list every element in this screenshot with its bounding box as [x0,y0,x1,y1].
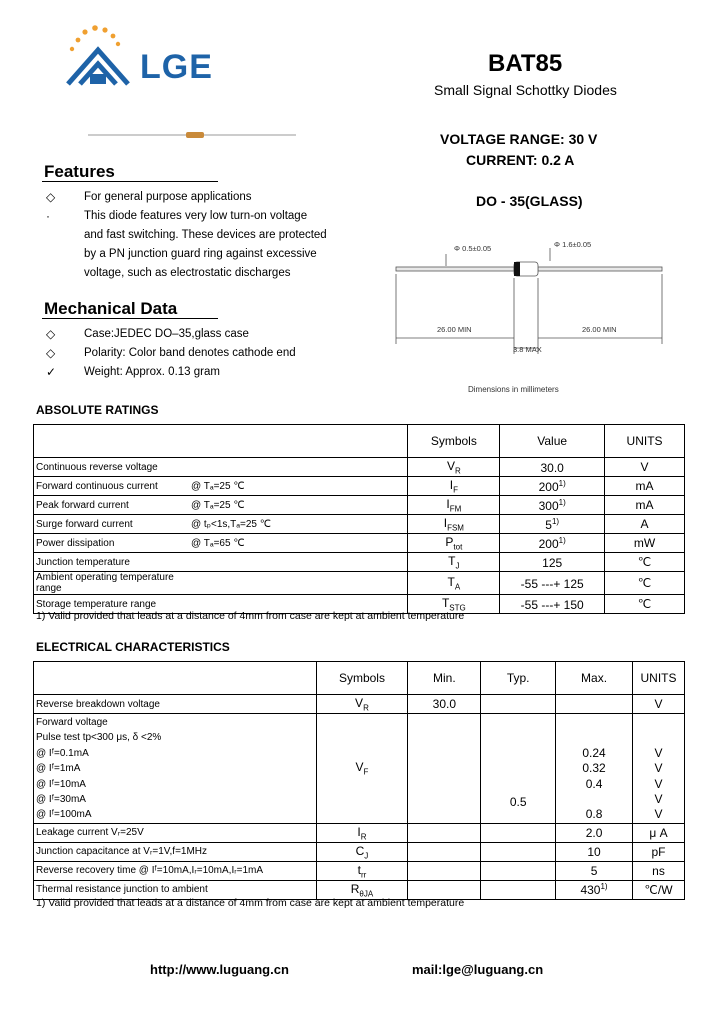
col-symbols: Symbols [316,662,408,695]
table-row: Storage temperature range $T_{STG}$ -55 ---+ 150 ℃ [34,595,685,614]
table-row: Junction capacitance at Vᵣ=1V,f=1MHz $C_J$ 10 pF [34,842,685,861]
mechanical-list [46,325,366,382]
list-item: ✓ Weight: Approx. 0.13 gram [46,363,366,382]
electrical-note: 1) Valid provided that leads at a distance of 4mm from case are kept at ambient temperature [36,897,465,909]
col-min: Min. [408,662,481,695]
bullet-icon: · [46,209,50,223]
table-row: Reverse recovery time @ Iᶠ=10mA,Iᵣ=10mA,Iᵣ=1mA $t_{rr}$ 5 ns [34,861,685,880]
mechanical-title: Mechanical Data [44,299,178,318]
table-row: Peak forward current @ Tₐ=25 ℃ $I_{FM}$ 300$^{1)}$ mA [34,496,685,515]
table-row: Ambient operating temperature range $T_A$ -55 ---+ 125 ℃ [34,572,685,595]
table-row: Thermal resistance junction to ambient $R_{\theta JA}$ 430$^{1)}$ ℃/W [34,880,685,899]
body-diameter-label: Φ 1.6±0.05 [554,240,592,249]
part-subtitle: Small Signal Schottky Diodes [434,82,617,98]
logo [60,22,140,92]
table-header-row [34,425,685,458]
body-length: 3.8 MAX [513,345,542,354]
package-drawing [390,236,670,356]
features-rule [42,181,218,182]
email-link[interactable]: mail:lge@luguang.cn [412,962,544,977]
voltage-range: VOLTAGE RANGE: 30 V [440,131,598,147]
list-item: ◇ Case:JEDEC DO–35,glass case [46,325,366,344]
check-bullet-icon: ✓ [46,365,57,379]
table-row: Reverse breakdown voltage $V_R$ 30.0 V [34,695,685,714]
electrical-title: ELECTRICAL CHARACTERISTICS [36,640,230,654]
right-lead-length: 26.00 MIN [582,325,617,334]
absolute-ratings-note: 1) Valid provided that leads at a distance of 4mm from case are kept at ambient temperature [36,610,465,622]
list-item: and fast switching. These devices are protected [84,229,327,241]
logo-text: LGE [140,48,213,86]
list-item: ◇ Polarity: Color band denotes cathode end [46,344,366,363]
units-note: Dimensions in millimeters [468,385,559,394]
logo-icon [60,22,140,92]
table-row: Junction temperature $T_J$ 125 ℃ [34,553,685,572]
part-number: BAT85 [488,50,563,77]
left-lead-length: 26.00 MIN [437,325,472,334]
table-row: Continuous reverse voltage $V_R$ 30.0 V [34,458,685,477]
features-title: Features [44,162,115,181]
website-link[interactable]: http://www.luguang.cn [150,962,289,977]
list-item: · This diode features very low turn-on voltage [46,207,366,226]
col-units: UNITS [632,662,684,695]
absolute-ratings-table [33,424,685,614]
table-row: Surge forward current @ tₚ<1s,Tₐ=25 ℃ $I_{FSM}$ 5$^{1)}$ A [34,515,685,534]
list-item: ◇ For general purpose applications [46,188,366,207]
diamond-bullet-icon: ◇ [46,190,56,204]
lead-diameter-label: Φ 0.5±0.05 [454,244,492,253]
package-type: DO - 35(GLASS) [476,193,583,209]
col-symbols: Symbols [408,425,500,458]
col-units: UNITS [605,425,685,458]
col-value: Value [500,425,605,458]
diamond-bullet-icon: ◇ [46,346,56,360]
table-row: Forward continuous current @ Tₐ=25 ℃ $I_F$ 200$^{1)}$ mA [34,477,685,496]
diamond-bullet-icon: ◇ [46,327,56,341]
diode-thumbnail [88,126,298,144]
table-row: Power dissipation @ Tₐ=65 ℃ $P_{tot}$ 200$^{1)}$ mW [34,534,685,553]
table-row-forward: Forward voltage Pulse test tp<300 μs, δ <2% @ Iᶠ=0.1mA @ Iᶠ=1mA @ Iᶠ=10mA @ Iᶠ=30mA @ Iᶠ=100mA $V_F$ 0.5 0.24 0.32 0.4 0.8 V V V V V [34,714,685,824]
absolute-ratings-title: ABSOLUTE RATINGS [36,403,159,417]
col-max: Max. [556,662,633,695]
col-typ: Typ. [481,662,556,695]
mechanical-rule [42,318,218,319]
current-rating: CURRENT: 0.2 A [466,152,575,168]
electrical-table [33,661,685,900]
table-row: Leakage current Vᵣ=25V $I_R$ 2.0 μ A [34,823,685,842]
list-item: by a PN junction guard ring against excessive [84,248,317,260]
table-header-row [34,662,685,695]
features-list [46,188,366,283]
list-item: voltage, such as electrostatic discharges [84,267,291,279]
